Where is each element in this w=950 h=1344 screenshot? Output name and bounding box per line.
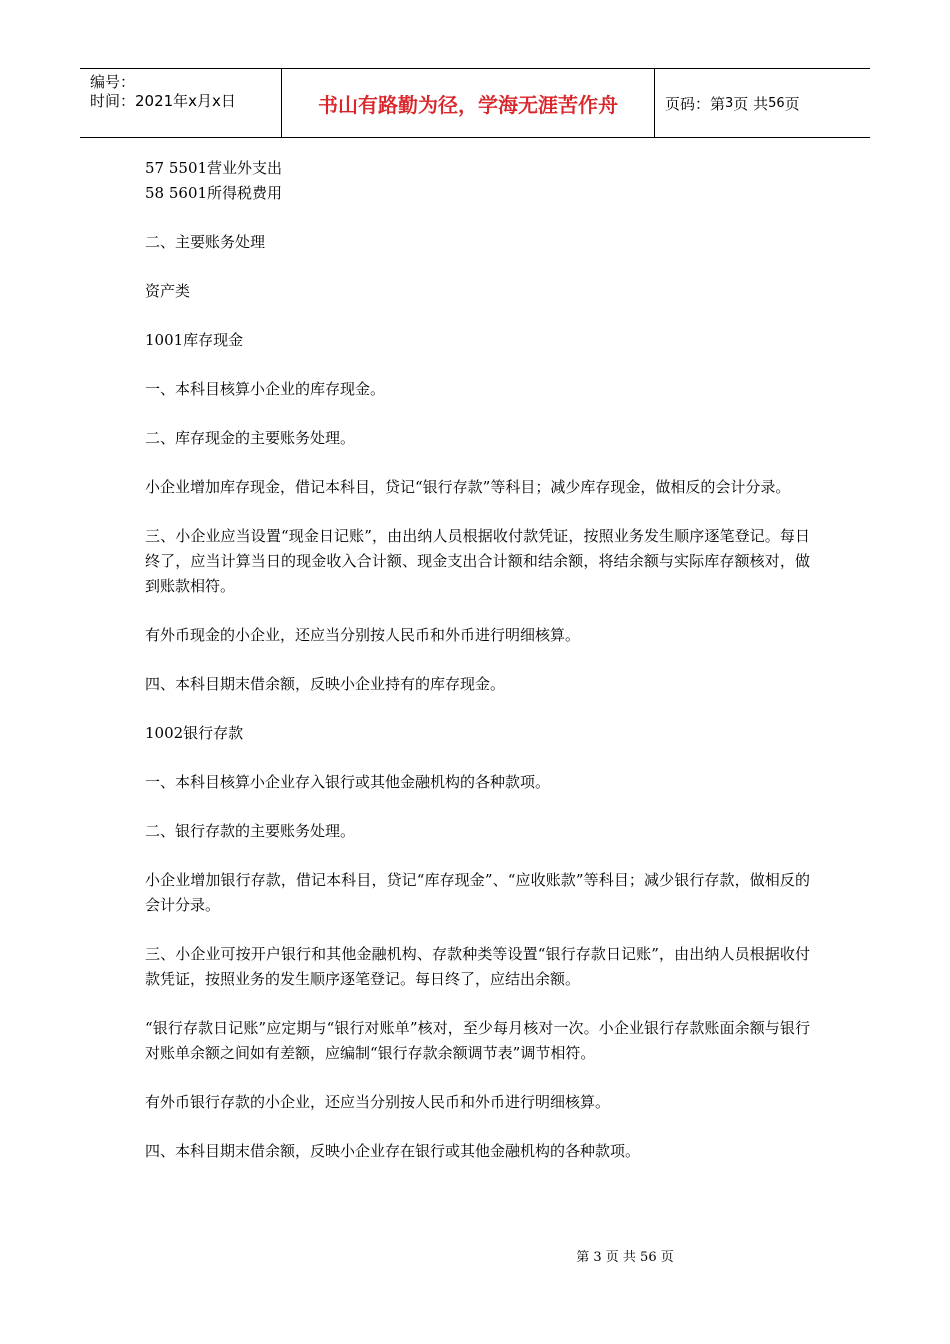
page-number: 3 [725, 95, 734, 111]
body-paragraph: 二、库存现金的主要账务处理。 [145, 429, 356, 447]
page-mid: 页 共 [733, 94, 769, 113]
body-paragraph: 三、小企业可按开户银行和其他金融机构、存款种类等设置“银行存款日记账”，由出纳人员根据收付款凭证，按照业务的发生顺序逐笔登记。每日终了，应结出余额。 [145, 945, 810, 988]
body-paragraph: “银行存款日记账”应定期与“银行对账单”核对，至少每月核对一次。小企业银行存款账面余额与银行对账单余额之间如有差额，应编制“银行存款余额调节表”调节相符。 [145, 1019, 810, 1062]
account-heading: 1001库存现金 [145, 331, 244, 349]
body-paragraph: 57 5501营业外支出 [145, 159, 283, 177]
body-paragraph: 二、银行存款的主要账务处理。 [145, 822, 356, 840]
header-motto-cell [282, 69, 655, 137]
body-paragraph: 三、小企业应当设置“现金日记账”，由出纳人员根据收付款凭证，按照业务发生顺序逐笔登记。每日终了，应当计算当日的现金收入合计额、现金支出合计额和结余额，将结余额与实际库存额核对，做到账款相符。 [145, 527, 810, 595]
header-motto: 书山有路勤为径，学海无涯苦作舟 [318, 92, 618, 117]
page-suffix: 页 [784, 94, 800, 113]
body-paragraph: 一、本科目核算小企业存入银行或其他金融机构的各种款项。 [145, 773, 551, 791]
header-page-cell [655, 69, 870, 137]
page-header [80, 68, 870, 138]
body-paragraph: 58 5601所得税费用 [145, 184, 283, 202]
page-total: 56 [768, 95, 785, 111]
body-paragraph: 有外币现金的小企业，还应当分别按人民币和外币进行明细核算。 [145, 626, 581, 644]
header-meta-cell [80, 69, 282, 137]
body-paragraph: 一、本科目核算小企业的库存现金。 [145, 380, 386, 398]
page-footer: 第 3 页 共 56 页 [576, 1250, 674, 1265]
page-prefix: 页码：第 [665, 94, 726, 113]
body-paragraph: 四、本科目期末借余额，反映小企业持有的库存现金。 [145, 675, 506, 693]
body-paragraph: 小企业增加库存现金，借记本科目，贷记“银行存款”等科目；减少库存现金，做相反的会计分录。 [145, 478, 791, 496]
document-number-label: 编号： [90, 73, 136, 91]
account-heading: 1002银行存款 [145, 724, 244, 742]
body-paragraph: 四、本科目期末借余额，反映小企业存在银行或其他金融机构的各种款项。 [145, 1142, 641, 1160]
section-heading: 二、主要账务处理 [145, 233, 266, 251]
document-body [145, 156, 810, 1188]
document-date-label: 时间：2021年x月x日 [90, 92, 236, 110]
category-heading: 资产类 [145, 282, 191, 300]
body-paragraph: 小企业增加银行存款，借记本科目，贷记“库存现金”、“应收账款”等科目；减少银行存款，做相反的会计分录。 [145, 871, 810, 914]
body-paragraph: 有外币银行存款的小企业，还应当分别按人民币和外币进行明细核算。 [145, 1093, 611, 1111]
